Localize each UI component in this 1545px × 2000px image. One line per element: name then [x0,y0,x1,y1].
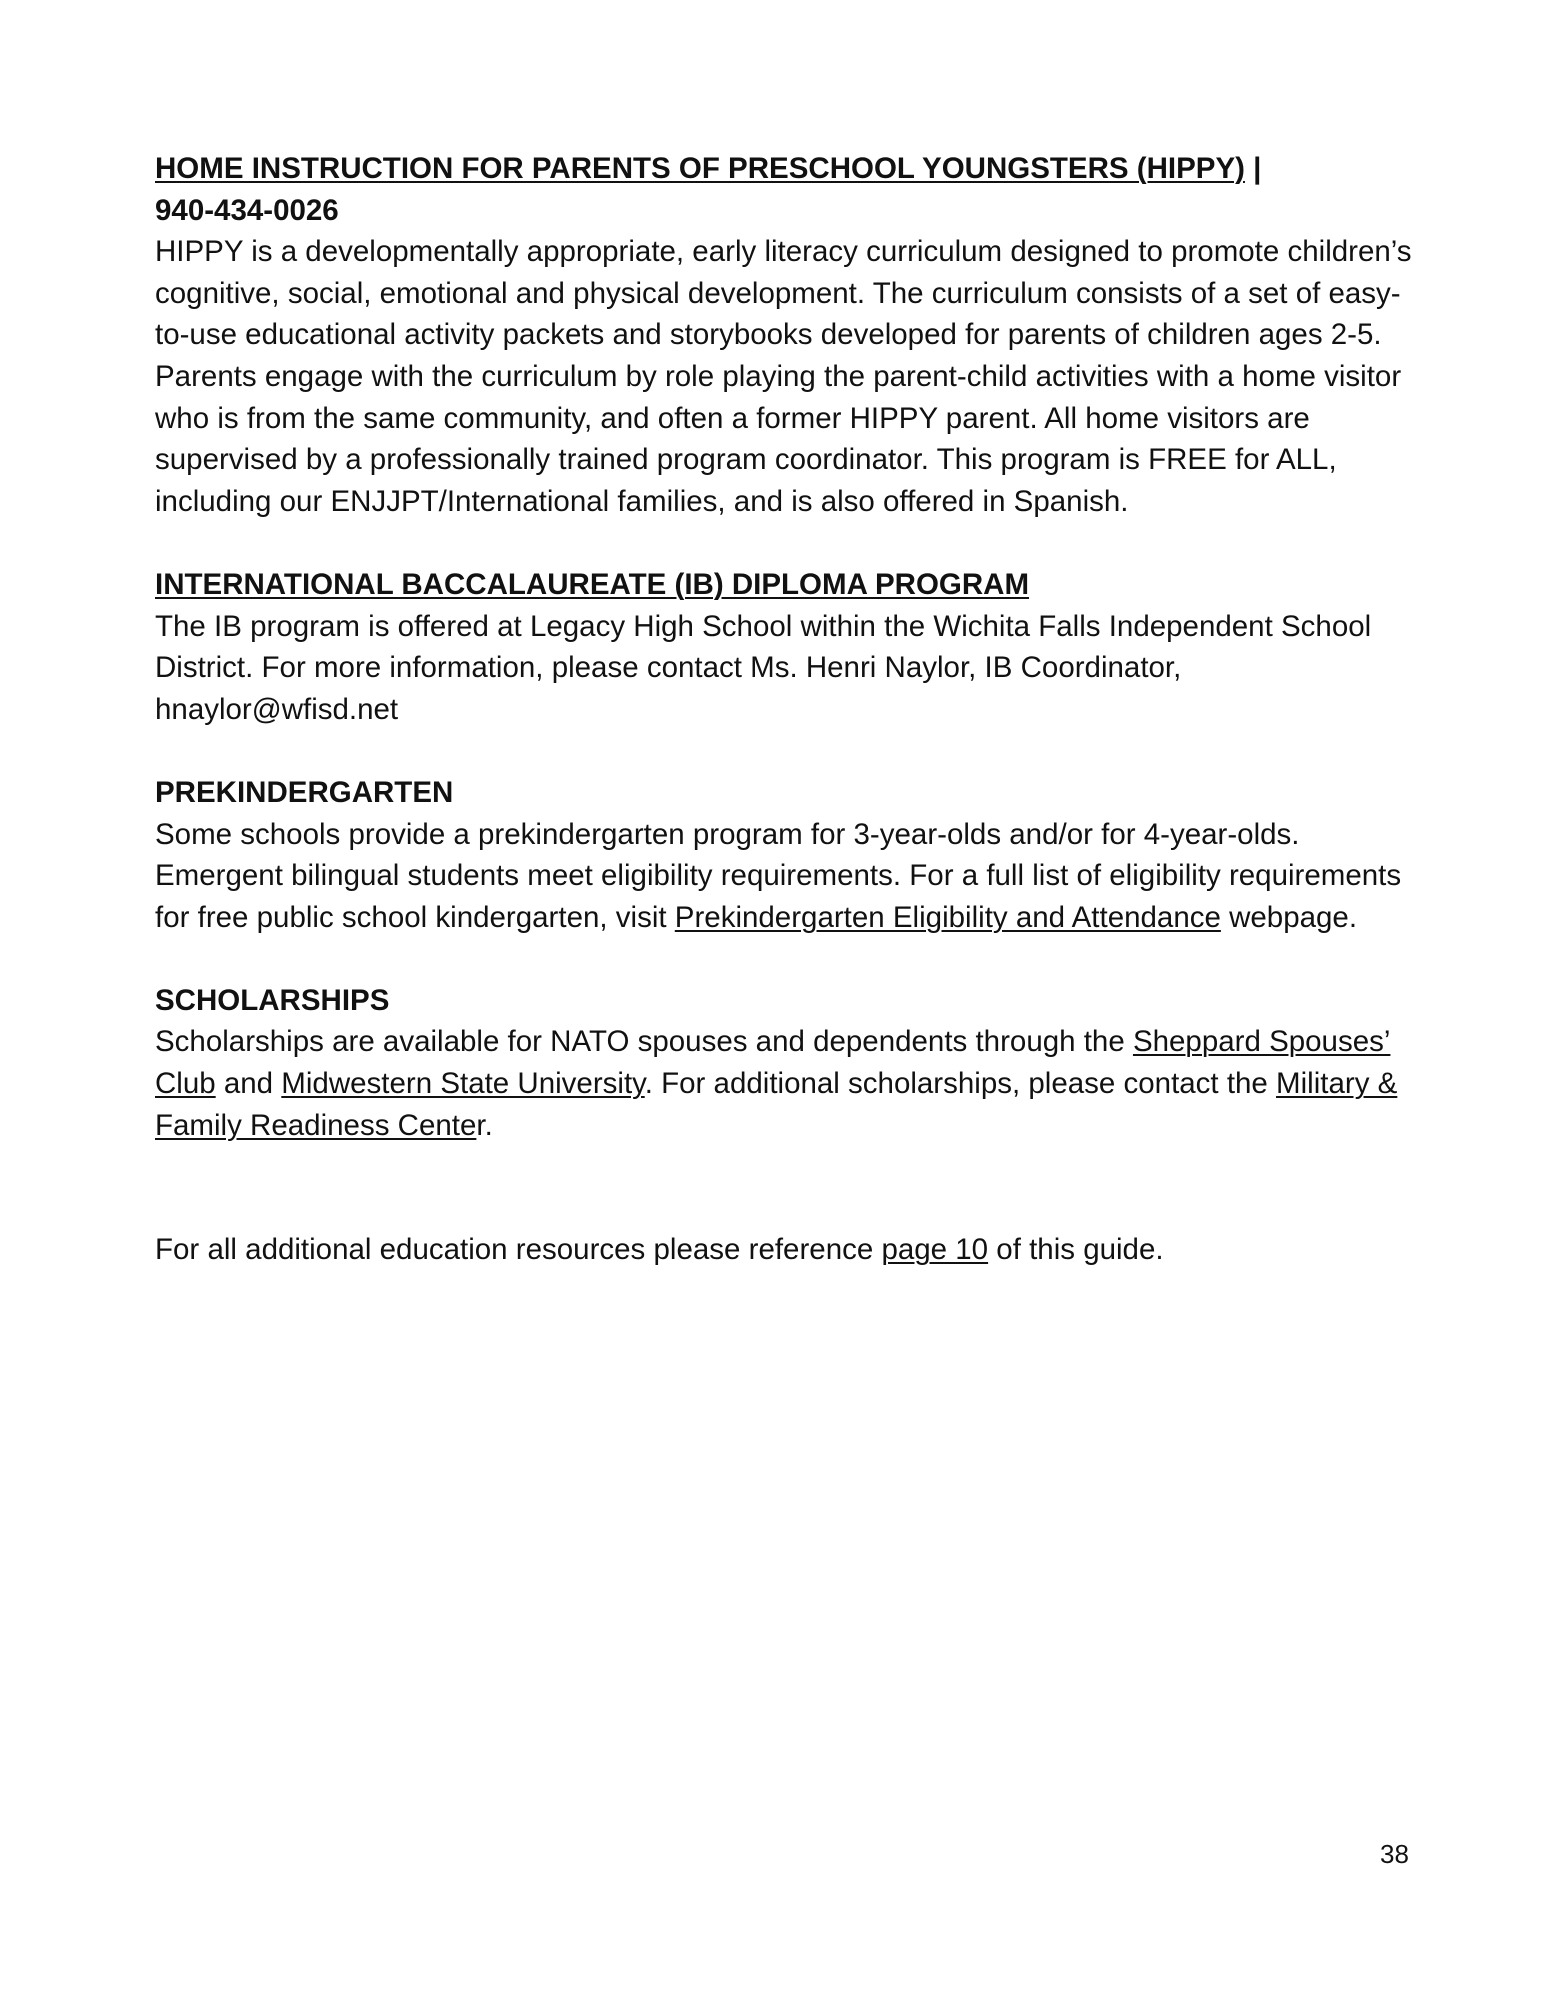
sheppard-spouses-club-link[interactable]: Sheppard Spouses’ Club [155,1025,1391,1101]
ib-title-link[interactable]: INTERNATIONAL BACCALAUREATE (IB) DIPLOMA PROGRAM [155,567,1030,601]
scholarships-section [155,980,1415,1146]
prek-description [155,814,1415,939]
prek-eligibility-link[interactable]: Prekindergarten Eligibility and Attendance [674,900,1221,934]
page-number: 38 [1380,1839,1409,1869]
prek-text-end: webpage. [1220,900,1358,934]
scholarships-text-1: Scholarships are available for NATO spouses and dependents through the [155,1025,1133,1059]
page-content [155,148,1415,1271]
ib-section [155,564,1415,730]
page-10-link[interactable]: page 10 [881,1233,989,1267]
additional-resources-text-end: of this guide. [988,1233,1164,1267]
spacer [155,1188,1415,1230]
additional-resources-text: For all additional education resources please reference [155,1233,882,1267]
prek-section [155,772,1415,938]
scholarships-description [155,1021,1415,1146]
hippy-section [155,148,1415,522]
hippy-separator: | [1244,152,1262,185]
additional-resources-note [155,1229,1415,1271]
hippy-description: HIPPY is a developmentally appropriate, early literacy curriculum designed to promote children’s cognitive, social, emotional and physical development. The curriculum consists of a set of easy-to-use educational activity packets and storybooks developed for parents of children ages 2-5. Parents engage with the curriculum by role playing the parent-child activities with a home visitor who is from the same community, and often a former HIPPY parent. All home visitors are supervised by a professionally trained program coordinator. This program is FREE for ALL, including our ENJJPT/International families, and is also offered in Spanish. [155,235,1412,518]
hippy-phone: 940-434-0026 [155,193,339,227]
prek-text: Some schools provide a prekindergarten program for 3-year-olds and/or for 4-year-olds. Emergent bilingual students meet eligibility requirements. For a full list of eligibility requirements for free public school kindergarten, visit [155,817,1402,934]
scholarships-text-2: and [215,1067,282,1101]
midwestern-state-university-link[interactable]: Midwestern State University [281,1067,645,1101]
hippy-heading [155,148,1415,231]
ib-heading [155,564,1415,606]
prek-heading: PREKINDERGARTEN [155,775,454,809]
scholarships-text-3: . For additional scholarships, please contact the [644,1067,1277,1101]
ib-description: The IB program is offered at Legacy High School within the Wichita Falls Independent School District. For more information, please contact Ms. Henri Naylor, IB Coordinator, hnaylor@wfisd.net [155,609,1372,726]
scholarships-heading: SCHOLARSHIPS [155,983,390,1017]
military-family-readiness-center-link[interactable]: Military & Family Readiness Cente [155,1067,1398,1142]
hippy-title-link[interactable]: HOME INSTRUCTION FOR PARENTS OF PRESCHOOL YOUNGSTERS (HIPPY) [155,152,1245,185]
scholarships-text-4: r. [476,1108,493,1142]
